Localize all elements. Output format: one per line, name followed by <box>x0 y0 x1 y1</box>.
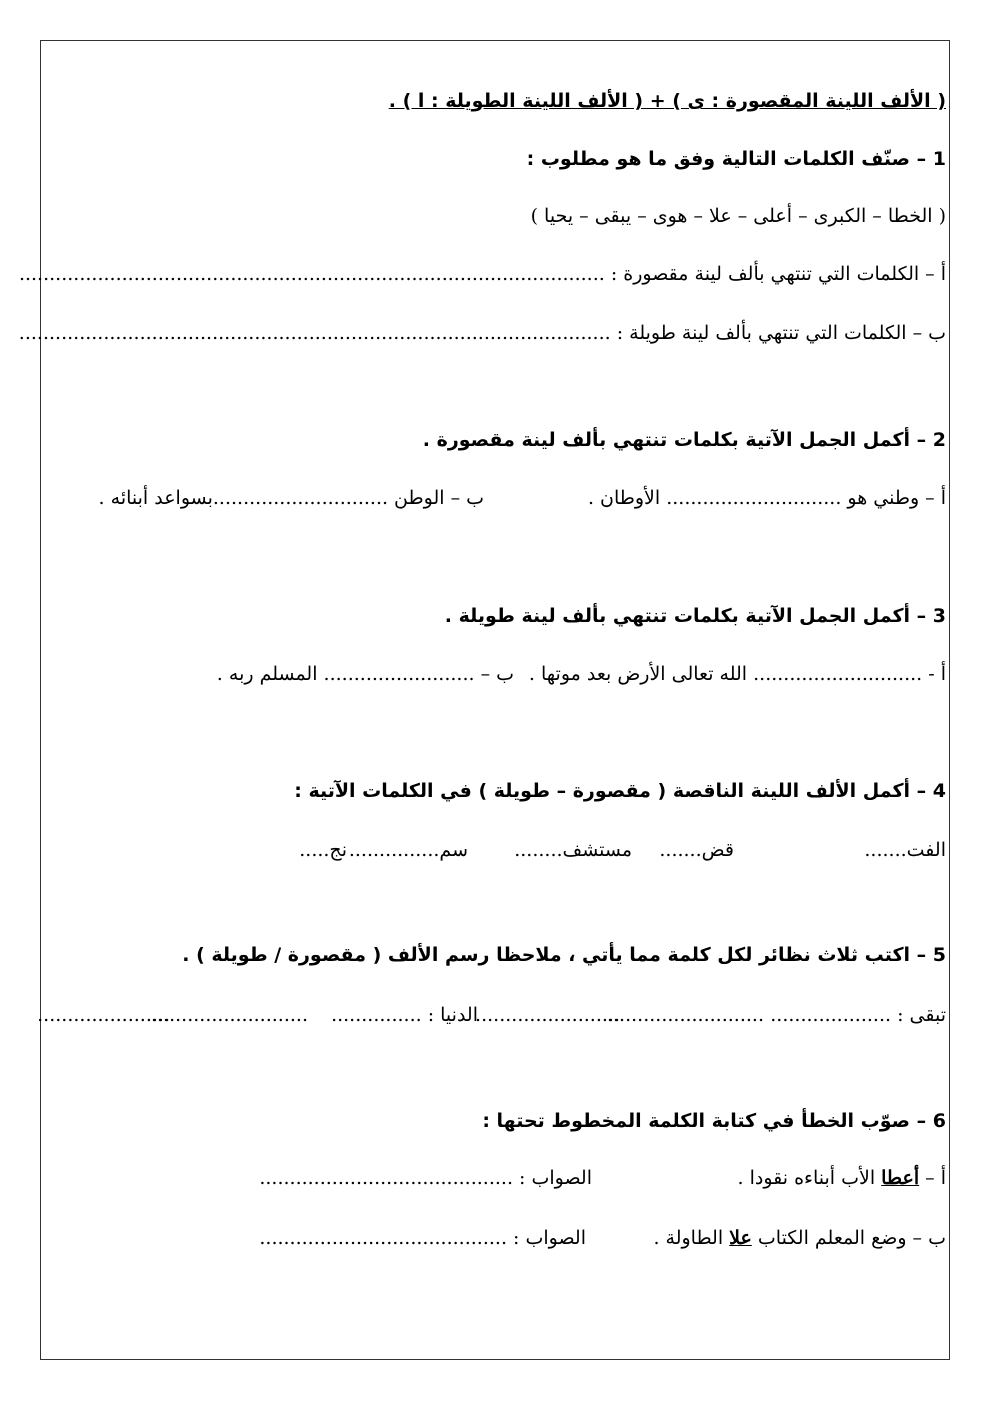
q6-b-suffix: الطاولة . <box>653 1227 730 1249</box>
q6-sentence-b <box>653 1225 946 1251</box>
q4-word: قض....... <box>659 839 734 861</box>
page-border <box>40 40 950 1360</box>
q4-word: نج..... <box>299 839 347 861</box>
q6-sentence-a <box>738 1165 947 1191</box>
q6-heading: 6 – صوّب الخطأ في كتابة الكلمة المخطوط تحتها : <box>482 1110 946 1132</box>
q4-heading: 4 – أكمل الألف اللينة الناقصة ( مقصورة – طويلة ) في الكلمات الآتية : <box>294 780 946 802</box>
q5-heading: 5 – اكتب ثلاث نظائر لكل كلمة مما يأتي ، ملاحظا رسم الألف ( مقصورة / طويلة ) . <box>182 944 946 966</box>
q3-heading: 3 – أكمل الجمل الآتية بكلمات تنتهي بألف لينة طويلة . <box>444 605 946 627</box>
q4-word: سم............... <box>348 839 468 861</box>
q3-sentence-b: ب – ......................... المسلم ربه . <box>216 663 514 685</box>
q1-line-a: أ – الكلمات التي تنتهي بألف لينة مقصورة : ................................................................................................. <box>18 263 946 285</box>
q4-word: مستشف........ <box>514 839 632 861</box>
q1-word-list: ( الخطا – الكبرى – أعلى – علا – هوى – يبقى – يحيا ) <box>530 205 946 227</box>
q5-word-tabqa: تبقى : .................... <box>770 1004 946 1026</box>
q5-word-dunya: الدنيا : ............... <box>331 1004 478 1026</box>
q6-a-underlined-word: أعطا <box>881 1167 920 1189</box>
q6-b-prefix: ب – وضع المعلم الكتاب <box>751 1227 946 1249</box>
q5-blank: .......................... <box>606 1004 764 1026</box>
q1-line-b: ب – الكلمات التي تنتهي بألف لينة طويلة : .................................................................................................. <box>18 322 946 344</box>
q5-blank: ...................... <box>37 1004 170 1026</box>
q1-heading: 1 – صنّف الكلمات التالية وفق ما هو مطلوب : <box>526 148 946 170</box>
q6-a-suffix: الأب أبناءه نقودا . <box>737 1167 882 1189</box>
q2-heading: 2 – أكمل الجمل الآتية بكلمات تنتهي بألف لينة مقصورة . <box>422 429 946 451</box>
q5-blank: ........................ <box>475 1004 620 1026</box>
q3-sentence-a: أ - ............................ الله تعالى الأرض بعد موتها . <box>528 663 946 685</box>
q4-word: الفت....... <box>864 839 946 861</box>
q6-a-answer: الصواب : .......................................... <box>259 1167 592 1189</box>
q2-sentence-a: أ – وطني هو ............................. الأوطان . <box>587 487 946 509</box>
q6-b-underlined-word: علا <box>729 1227 752 1249</box>
q2-sentence-b: ب – الوطن .............................بسواعد أبنائه . <box>98 487 484 509</box>
q6-a-prefix: أ – <box>919 1167 946 1189</box>
worksheet-title: ( الألف اللينة المقصورة : ى ) + ( الألف اللينة الطويلة : ا ) . <box>388 90 946 112</box>
q6-b-answer: الصواب : ......................................... <box>259 1227 586 1249</box>
q5-blank: .......................... <box>150 1004 308 1026</box>
